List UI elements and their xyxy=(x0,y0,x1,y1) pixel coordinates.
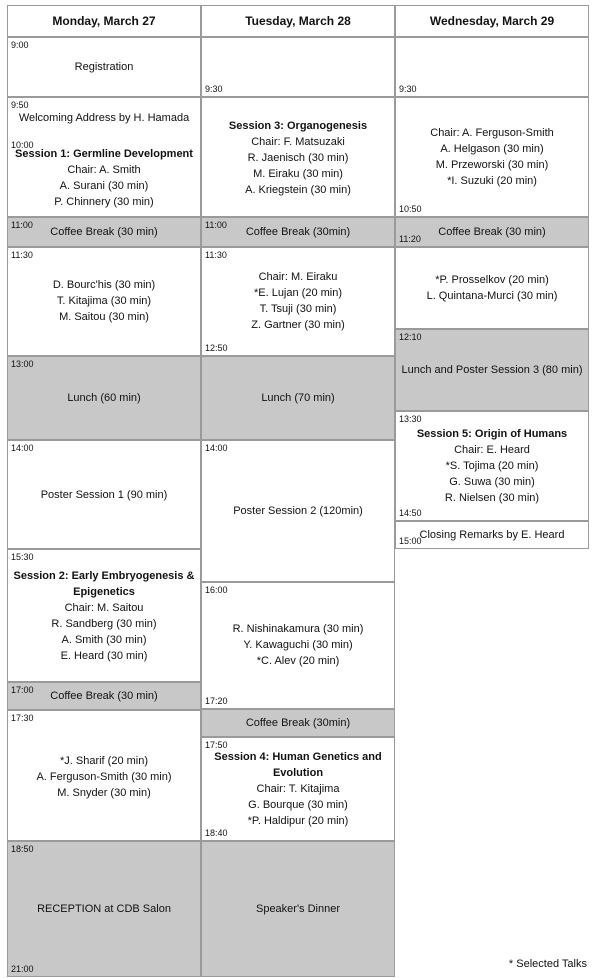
session-title: Session 3: Organogenesis xyxy=(228,120,368,132)
slot-session3 xyxy=(201,97,395,217)
time-label: 13:00 xyxy=(11,359,34,369)
time-label: 17:30 xyxy=(11,713,34,723)
talk-line: *E. Lujan (20 min) xyxy=(253,287,343,299)
time-label: 11:30 xyxy=(11,250,33,260)
slot-coffee-break xyxy=(7,217,201,247)
session-line: Chair: F. Matsuzaki xyxy=(251,136,345,148)
session-title: Evolution xyxy=(272,767,324,779)
talk-line: M. Snyder (30 min) xyxy=(57,787,151,799)
time-label: 14:50 xyxy=(399,508,422,518)
talk-line: T. Tsuji (30 min) xyxy=(259,303,337,315)
slot-text: Poster Session 2 (120min) xyxy=(233,505,363,517)
slot-poster-session xyxy=(7,440,201,549)
time-label: 11:20 xyxy=(399,234,421,244)
day-header-wednesday: Wednesday, March 29 xyxy=(395,5,589,37)
time-label: 15:30 xyxy=(11,552,34,562)
talk-list xyxy=(8,277,200,325)
session-block xyxy=(202,749,394,829)
session-line: G. Bourque (30 min) xyxy=(248,799,348,811)
session-line: Chair: M. Saitou xyxy=(64,602,144,614)
session-block xyxy=(8,568,200,664)
talk-line: T. Kitajima (30 min) xyxy=(56,295,152,307)
selected-talks-footnote: * Selected Talks xyxy=(508,958,587,970)
time-label: 13:30 xyxy=(399,414,422,424)
session-line: A. Kriegstein (30 min) xyxy=(245,184,351,196)
session-title: Session 4: Human Genetics and xyxy=(214,751,382,763)
slot-text: Welcoming Address by H. Hamada xyxy=(18,112,190,124)
session-line: A. Surani (30 min) xyxy=(59,180,149,192)
talk-list xyxy=(396,272,588,304)
session-line: P. Chinnery (30 min) xyxy=(54,196,154,208)
time-label: 10:50 xyxy=(399,204,422,214)
slot-closing-remarks xyxy=(395,521,589,549)
session-title: Session 1: Germline Development xyxy=(15,148,193,160)
time-label: 16:00 xyxy=(205,585,228,595)
slot-session2 xyxy=(7,549,201,682)
talk-line: Chair: A. Ferguson-Smith xyxy=(430,127,554,139)
session-block xyxy=(396,426,588,506)
day-header-tuesday: Tuesday, March 28 xyxy=(201,5,395,37)
session-line: M. Eiraku (30 min) xyxy=(253,168,343,180)
slot-text: Poster Session 1 (90 min) xyxy=(40,488,168,501)
time-label: 9:30 xyxy=(399,84,417,94)
slot-talks xyxy=(201,582,395,709)
time-label: 18:50 xyxy=(11,844,34,854)
slot-text: Speaker's Dinner xyxy=(255,903,341,915)
slot-coffee-break xyxy=(201,709,395,737)
slot-talks xyxy=(7,247,201,356)
session-block xyxy=(202,118,394,198)
talk-list xyxy=(202,269,394,333)
session-title: Session 2: Early Embryogenesis & xyxy=(13,570,195,582)
day-header-monday: Monday, March 27 xyxy=(7,5,201,37)
session-title: Session 5: Origin of Humans xyxy=(416,428,568,440)
talk-list xyxy=(8,753,200,801)
talk-line: L. Quintana-Murci (30 min) xyxy=(426,290,558,302)
slot-text: Coffee Break (30 min) xyxy=(438,226,546,238)
talk-line: *C. Alev (20 min) xyxy=(256,655,340,667)
slot-welcome-session1 xyxy=(7,97,201,217)
talk-line: Chair: M. Eiraku xyxy=(258,271,338,283)
talk-line: R. Nishinakamura (30 min) xyxy=(232,623,364,635)
time-label: 14:00 xyxy=(205,443,228,453)
time-label: 12:10 xyxy=(399,332,422,342)
slot-text: Lunch (70 min) xyxy=(261,392,335,404)
talk-line: M. Saitou (30 min) xyxy=(59,311,149,323)
talk-line: M. Przeworski (30 min) xyxy=(435,159,549,171)
slot-talks xyxy=(395,97,589,217)
talk-line: *P. Prosselkov (20 min) xyxy=(435,274,549,286)
slot-poster-session xyxy=(201,440,395,582)
session-line: Chair: T. Kitajima xyxy=(256,783,340,795)
time-label: 9:30 xyxy=(205,84,223,94)
slot-talks xyxy=(7,710,201,841)
session-line: E. Heard (30 min) xyxy=(60,650,148,662)
time-label: 11:00 xyxy=(11,220,33,230)
session-line: G. Suwa (30 min) xyxy=(449,476,535,488)
slot-talks xyxy=(395,247,589,329)
talk-list xyxy=(396,125,588,189)
slot-lunch xyxy=(201,356,395,440)
session-line: A. Smith (30 min) xyxy=(61,634,147,646)
slot-text: Lunch and Poster Session 3 (80 min) xyxy=(401,364,583,376)
slot-talks xyxy=(201,247,395,356)
session-line: Chair: A. Smith xyxy=(67,164,141,176)
slot-blank xyxy=(395,37,589,97)
talk-line: A. Helgason (30 min) xyxy=(440,143,544,155)
slot-text: Closing Remarks by E. Heard xyxy=(419,529,565,541)
slot-session4 xyxy=(201,737,395,841)
time-label: 15:00 xyxy=(399,536,422,546)
time-label: 12:50 xyxy=(205,343,228,353)
slot-speakers-dinner xyxy=(201,841,395,977)
session-line: R. Sandberg (30 min) xyxy=(51,618,157,630)
session-line: R. Jaenisch (30 min) xyxy=(247,152,349,164)
slot-lunch-poster xyxy=(395,329,589,411)
slot-registration xyxy=(7,37,201,97)
time-label: 9:50 xyxy=(11,100,29,110)
session-line: *P. Haldipur (20 min) xyxy=(247,815,349,827)
slot-text: Registration xyxy=(74,61,134,73)
time-label: 17:50 xyxy=(205,740,228,750)
slot-text: Lunch (60 min) xyxy=(67,392,141,404)
session-line: *S. Tojima (20 min) xyxy=(445,460,539,472)
session-title: Epigenetics xyxy=(73,586,135,598)
slot-text: Coffee Break (30min) xyxy=(245,717,351,729)
session-line: Chair: E. Heard xyxy=(454,444,530,456)
time-label: 9:00 xyxy=(11,40,29,50)
time-label: 11:30 xyxy=(205,250,227,260)
slot-lunch xyxy=(7,356,201,440)
talk-line: Z. Gartner (30 min) xyxy=(251,319,345,331)
slot-text: Coffee Break (30 min) xyxy=(50,690,158,702)
session-line: R. Nielsen (30 min) xyxy=(444,492,540,504)
talk-line: A. Ferguson-Smith (30 min) xyxy=(36,771,172,783)
talk-line: *I. Suzuki (20 min) xyxy=(447,175,537,187)
slot-session5 xyxy=(395,411,589,521)
slot-blank xyxy=(201,37,395,97)
slot-text: Coffee Break (30min) xyxy=(245,226,351,238)
talk-line: *J. Sharif (20 min) xyxy=(59,755,149,767)
time-label: 10:00 xyxy=(11,140,34,150)
time-label: 11:00 xyxy=(205,220,227,230)
talk-list xyxy=(202,621,394,669)
time-label: 18:40 xyxy=(205,828,228,838)
talk-line: D. Bourc'his (30 min) xyxy=(52,279,156,291)
time-label: 21:00 xyxy=(11,964,34,974)
time-label: 14:00 xyxy=(11,443,34,453)
slot-coffee-break xyxy=(201,217,395,247)
slot-coffee-break xyxy=(7,682,201,710)
slot-text: Coffee Break (30 min) xyxy=(50,226,158,238)
slot-text: RECEPTION at CDB Salon xyxy=(37,903,171,915)
slot-coffee-break xyxy=(395,217,589,247)
session-block xyxy=(8,146,200,210)
talk-line: Y. Kawaguchi (30 min) xyxy=(243,639,353,651)
time-label: 17:00 xyxy=(11,685,34,695)
slot-reception xyxy=(7,841,201,977)
time-label: 17:20 xyxy=(205,696,228,706)
